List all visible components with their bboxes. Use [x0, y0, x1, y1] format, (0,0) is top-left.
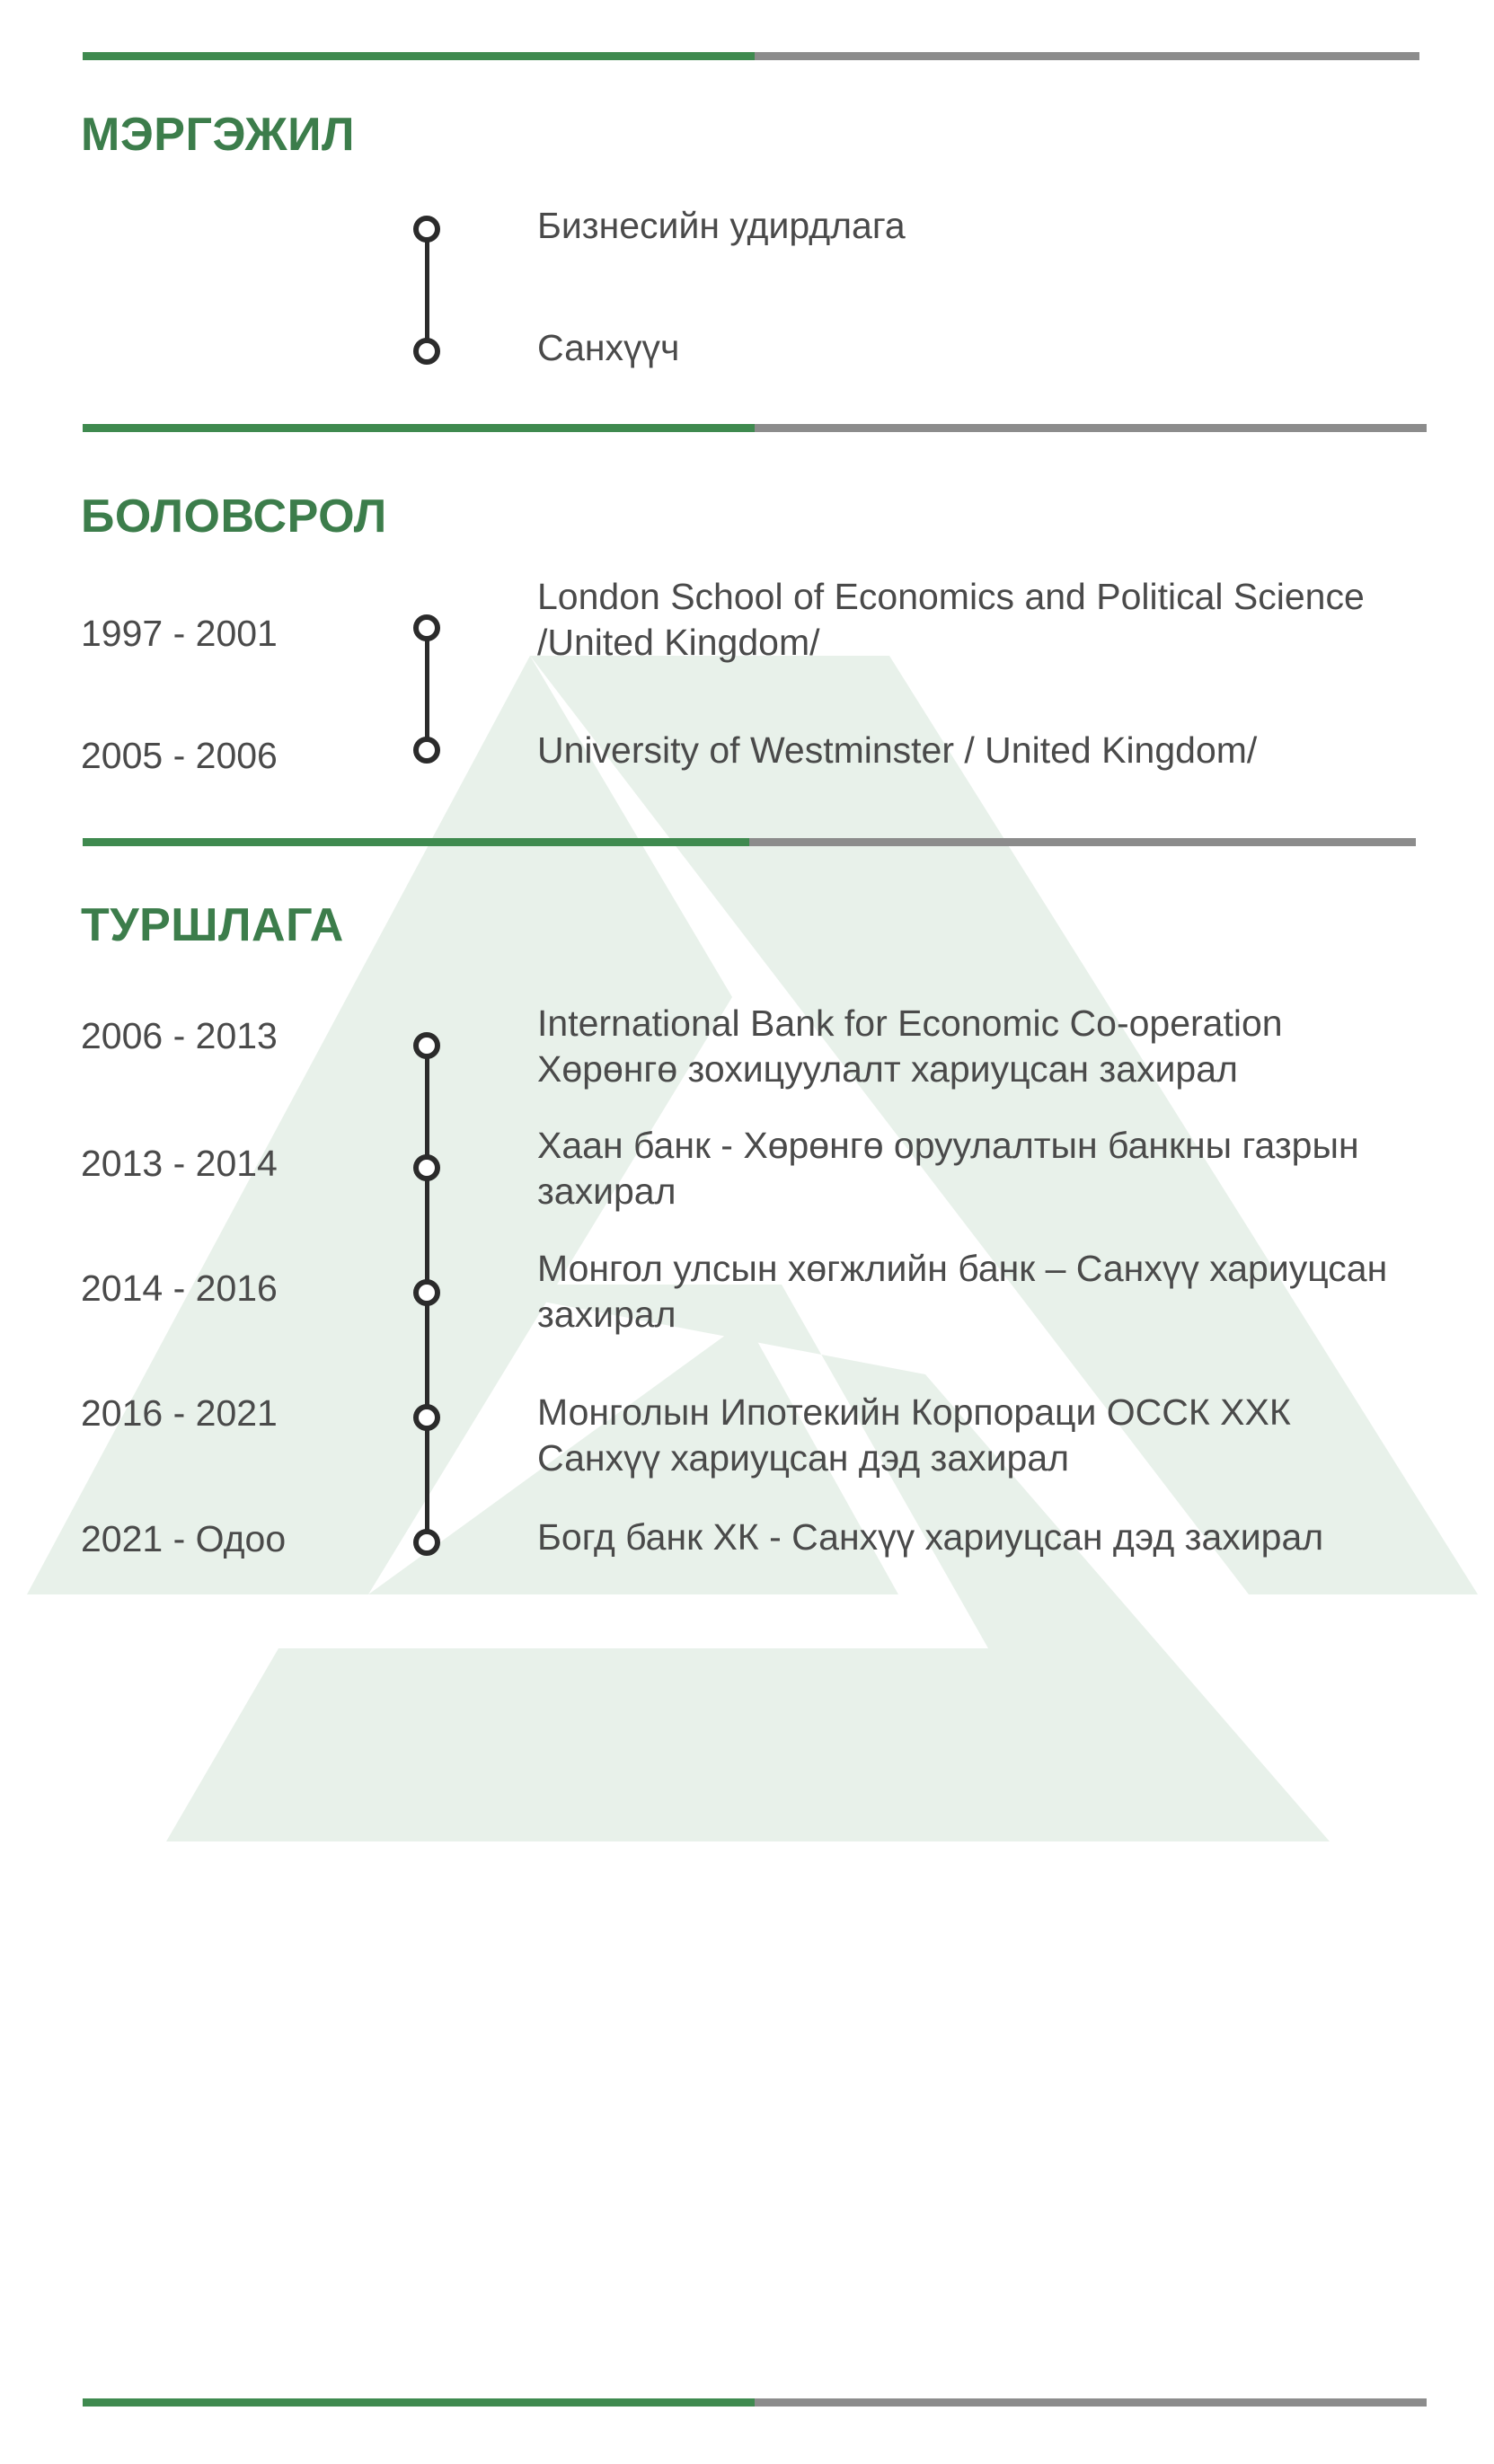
section-divider: [83, 424, 1427, 432]
section-divider: [83, 52, 1419, 60]
experience-item: Монголын Ипотекийн Корпораци ОССК ХХК Санхүү хариуцсан дэд захирал: [537, 1391, 1291, 1479]
experience-date: 2014 - 2016: [81, 1267, 278, 1309]
education-date: 2005 - 2006: [81, 735, 278, 776]
section-divider: [83, 838, 1416, 846]
experience-item: International Bank for Economic Co-operation Хөрөнгө зохицуулалт хариуцсан захирал: [537, 1002, 1283, 1090]
timeline-marker: [413, 737, 440, 764]
timeline-marker: [413, 216, 440, 243]
timeline-marker: [413, 1404, 440, 1431]
timeline: [409, 614, 445, 758]
timeline-marker: [413, 614, 440, 641]
section-title-education: БОЛОВСРОЛ: [81, 490, 387, 543]
timeline-marker: [413, 1279, 440, 1306]
profession-item: Санхүүч: [537, 327, 680, 368]
experience-item: Богд банк ХК - Санхүү хариуцсан дэд захирал: [537, 1516, 1324, 1558]
timeline: [409, 1032, 445, 1553]
experience-item: Хаан банк - Хөрөнгө оруулалтын банкны газрын захирал: [537, 1125, 1359, 1212]
education-date: 1997 - 2001: [81, 613, 278, 654]
experience-date: 2006 - 2013: [81, 1015, 278, 1056]
education-item: London School of Economics and Political Science /United Kingdom/: [537, 576, 1365, 663]
timeline: [409, 216, 445, 359]
timeline-marker: [413, 1154, 440, 1181]
experience-item: Монгол улсын хөгжлийн банк – Санхүү хариуцсан захирал: [537, 1248, 1388, 1335]
profession-item: Бизнесийн удирдлага: [537, 205, 906, 246]
education-item: University of Westminster / United Kingdom/: [537, 729, 1258, 771]
timeline-marker: [413, 1032, 440, 1059]
experience-date: 2013 - 2014: [81, 1143, 278, 1184]
section-title-profession: МЭРГЭЖИЛ: [81, 109, 356, 161]
experience-date: 2021 - Одоо: [81, 1518, 287, 1559]
experience-date: 2016 - 2021: [81, 1392, 278, 1434]
timeline-marker: [413, 338, 440, 365]
footer-divider: [83, 2398, 1427, 2407]
section-title-experience: ТУРШЛАГА: [81, 899, 344, 951]
timeline-marker: [413, 1529, 440, 1556]
